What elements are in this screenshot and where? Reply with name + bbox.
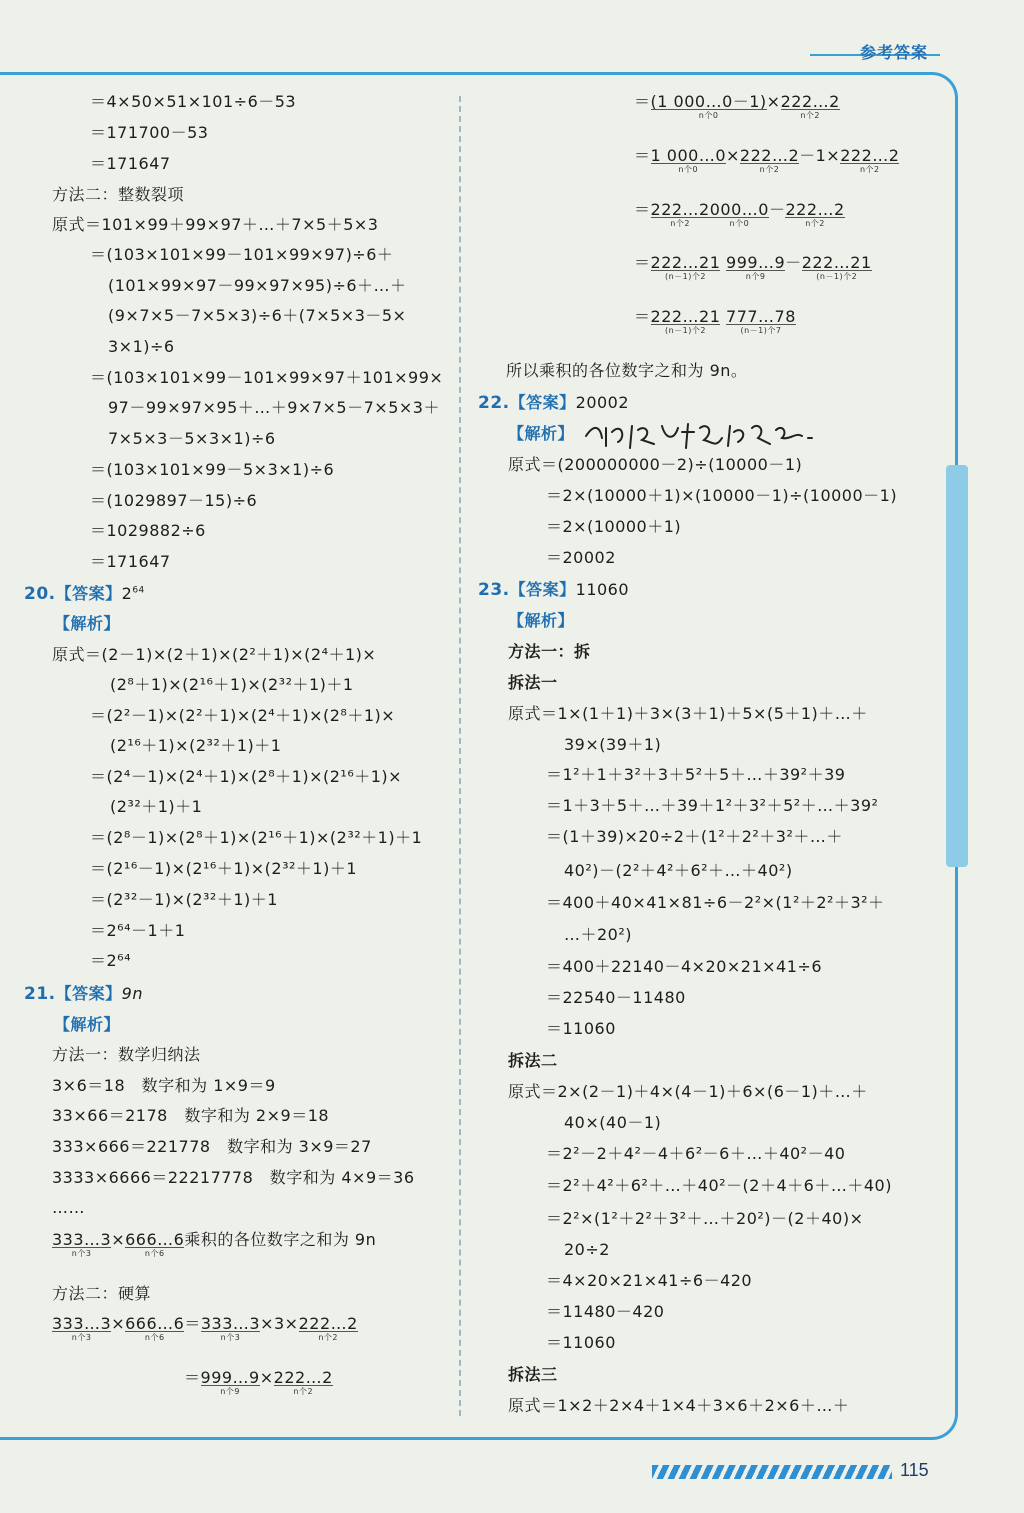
underbrace-term: 222…2 n个2 [739, 146, 800, 174]
text-line: ＝400＋40×41×81÷6－2²×(1²＋2²＋3²＋ [546, 893, 885, 912]
example-line: 3333×6666＝22217778 数字和为 4×9＝36 [52, 1168, 415, 1187]
formula-line: ＝222…2 n个2 000…0 n个0 －222…2 n个2 [634, 200, 845, 228]
example-line: …… [52, 1198, 85, 1217]
text-line: ＝2²×(1²＋2²＋3²＋…＋20²)－(2＋40)× [546, 1209, 864, 1228]
sub-method-heading: 拆法三 [508, 1365, 558, 1384]
text-line: ＝11480－420 [546, 1302, 665, 1321]
underbrace-term: 999…9 n个9 [726, 253, 786, 281]
text-line: ＝400＋22140－4×20×21×41÷6 [546, 957, 823, 976]
text-line: ＝(1＋39)×20÷2＋(1²＋2²＋3²＋…＋ [546, 827, 843, 846]
text-line: 原式＝2×(2－1)＋4×(4－1)＋6×(6－1)＋…＋ [508, 1082, 868, 1101]
answer-value: 20002 [575, 393, 630, 412]
underbrace-term: 222…2 n个2 [273, 1368, 333, 1396]
question-number: 23. [478, 580, 510, 600]
answer-value: 11060 [575, 580, 630, 599]
text-line: ＝(103×101×99－101×99×97＋101×99× [90, 368, 444, 387]
text-line: ＝4×20×21×41÷6－420 [546, 1271, 753, 1290]
text-line: ＝2²－2＋4²－4＋6²－6＋…＋40²－40 [546, 1144, 846, 1163]
underbrace-term: 222…21 (n－1)个2 [650, 307, 721, 335]
underbrace-term: 333…3 n个3 [52, 1230, 112, 1258]
underbrace-term: 222…21 (n－1)个2 [801, 253, 872, 281]
underbrace-term: 222…21 (n－1)个2 [650, 253, 721, 281]
method-heading: 方法二：整数裂项 [52, 185, 185, 204]
method-heading: 方法一：数学归纳法 [52, 1045, 201, 1064]
underbrace-term: 999…9 n个9 [200, 1368, 260, 1396]
text-line: 原式＝101×99＋99×97＋…＋7×5＋5×3 [52, 215, 379, 234]
analysis-tag: 【解析】 [54, 614, 121, 633]
text-line: ＝4×50×51×101÷6－53 [90, 92, 297, 111]
question-20 [24, 584, 145, 604]
text-line: (2³²＋1)＋1 [110, 797, 203, 816]
general-formula: 333…3 n个3 ×666…6 n个6 乘积的各位数字之和为 9n [52, 1230, 377, 1258]
formula-line: ＝222…21 (n－1)个2 777…78 (n－1)个7 [634, 307, 796, 335]
underbrace-term: 666…6 n个6 [125, 1314, 185, 1342]
underbrace-term: 777…78 (n－1)个7 [726, 307, 796, 335]
underbrace-term: 222…2 n个2 [298, 1314, 358, 1342]
text-line: ＝2⁶⁴ [90, 951, 132, 970]
answer-value: 9n [121, 984, 143, 1003]
text-line: ＝(103×101×99－5×3×1)÷6 [90, 460, 335, 479]
text-line: ＝11060 [546, 1333, 616, 1352]
text-line: 97－99×97×95＋…＋9×7×5－7×5×3＋ [108, 398, 440, 417]
text-line: ＝171700－53 [90, 123, 209, 142]
header-title: 参考答案 [859, 43, 928, 62]
underbrace-term: 222…2 n个2 [650, 200, 710, 228]
example-line: 3×6＝18 数字和为 1×9＝9 [52, 1076, 276, 1095]
text-line: 20÷2 [564, 1240, 610, 1259]
text-line: (101×99×97－99×97×95)÷6＋…＋ [108, 276, 407, 295]
side-tab [946, 465, 968, 867]
text-line: ＝(1029897－15)÷6 [90, 491, 258, 510]
formula-line: ＝1 000…0 n个0 ×222…2 n个2 －1×222…2 n个2 [634, 146, 900, 174]
text-line: ＝2²＋4²＋6²＋…＋40²－(2＋4＋6＋…＋40) [546, 1176, 892, 1195]
analysis-tag: 【解析】 [508, 424, 575, 443]
underbrace-term: (1 000…0－1) n个0 [650, 92, 767, 120]
example-line: 33×66＝2178 数字和为 2×9＝18 [52, 1106, 330, 1125]
text-line: 原式＝(2－1)×(2＋1)×(2²＋1)×(2⁴＋1)× [52, 645, 377, 664]
text-line: ＝171647 [90, 154, 171, 173]
underbrace-term: 333…3 n个3 [200, 1314, 261, 1342]
question-number: 20. [24, 584, 56, 604]
text-line: ＝1029882÷6 [90, 521, 206, 540]
text-line: 原式＝(200000000－2)÷(10000－1) [508, 455, 803, 474]
answer-tag: 【答案】 [509, 393, 576, 412]
text-line: ＝(2³²－1)×(2³²＋1)＋1 [90, 890, 278, 909]
sub-method-heading: 拆法二 [508, 1051, 558, 1070]
text-line: ＝(2²－1)×(2²＋1)×(2⁴＋1)×(2⁸＋1)× [90, 706, 396, 725]
text-line: (9×7×5－7×5×3)÷6＋(7×5×3－5× [108, 306, 407, 325]
text-line: 3×1)÷6 [108, 337, 175, 356]
method-heading: 方法一：拆 [508, 642, 591, 661]
page-number: 115 [900, 1460, 929, 1480]
text-line: 40²)－(2²＋4²＋6²＋…＋40²) [564, 861, 793, 880]
text-line: 7×5×3－5×3×1)÷6 [108, 429, 276, 448]
text-line: ＝(103×101×99－101×99×97)÷6＋ [90, 245, 394, 264]
underbrace-term: 1 000…0 n个0 [650, 146, 726, 174]
question-number: 21. [24, 984, 56, 1004]
handwritten-note [582, 418, 818, 452]
text-line: ＝20002 [546, 548, 616, 567]
sub-method-heading: 拆法一 [508, 673, 558, 692]
analysis-tag: 【解析】 [508, 611, 575, 630]
text-line: 39×(39＋1) [564, 735, 662, 754]
text-line: 40×(40－1) [564, 1113, 662, 1132]
text-line: ＝11060 [546, 1019, 616, 1038]
text-line: ＝2×(10000＋1)×(10000－1)÷(10000－1) [546, 486, 898, 505]
formula-line: ＝222…21 (n－1)个2 999…9 n个9 －222…21 (n－1)个2 [634, 253, 872, 281]
analysis-tag: 【解析】 [54, 1015, 121, 1034]
answer-tag: 【答案】 [55, 584, 122, 603]
answer-value: $2^{64}$ [121, 584, 145, 603]
text-line: (2¹⁶＋1)×(2³²＋1)＋1 [110, 736, 282, 755]
footer-stripes [652, 1465, 892, 1479]
text-line: 原式＝1×2＋2×4＋1×4＋3×6＋2×6＋…＋ [508, 1396, 850, 1415]
text-line: ＝(2¹⁶－1)×(2¹⁶＋1)×(2³²＋1)＋1 [90, 859, 358, 878]
underbrace-term: 222…2 n个2 [840, 146, 900, 174]
underbrace-term: 222…2 n个2 [780, 92, 840, 120]
conclusion-line: 所以乘积的各位数字之和为 9n。 [506, 361, 748, 380]
question-22 [478, 393, 629, 413]
underbrace-term: 333…3 n个3 [52, 1314, 112, 1342]
answer-tag: 【答案】 [509, 580, 576, 599]
text-line: (2⁸＋1)×(2¹⁶＋1)×(2³²＋1)＋1 [110, 675, 354, 694]
formula-line: 333…3 n个3 ×666…6 n个6 ＝333…3 n个3 ×3×222…2 n个2 [52, 1314, 358, 1342]
text-line: ＝(2⁴－1)×(2⁴＋1)×(2⁸＋1)×(2¹⁶＋1)× [90, 767, 403, 786]
text-line: ＝171647 [90, 552, 171, 571]
underbrace-term: 222…2 n个2 [785, 200, 845, 228]
text-line: ＝22540－11480 [546, 988, 686, 1007]
text-line: ＝2⁶⁴－1＋1 [90, 921, 186, 940]
text-line: ＝1²＋1＋3²＋3＋5²＋5＋…＋39²＋39 [546, 765, 846, 784]
example-line: 333×666＝221778 数字和为 3×9＝27 [52, 1137, 372, 1156]
text-line: 原式＝1×(1＋1)＋3×(3＋1)＋5×(5＋1)＋…＋ [508, 704, 868, 723]
formula-line: ＝(1 000…0－1) n个0 ×222…2 n个2 [634, 92, 840, 120]
text-line: ＝1＋3＋5＋…＋39＋1²＋3²＋5²＋…＋39² [546, 796, 879, 815]
text-line: ＝(2⁸－1)×(2⁸＋1)×(2¹⁶＋1)×(2³²＋1)＋1 [90, 828, 423, 847]
underbrace-term: 000…0 n个0 [709, 200, 769, 228]
text-line: ＝2×(10000＋1) [546, 517, 682, 536]
column-divider [459, 96, 461, 1416]
method-heading: 方法二：硬算 [52, 1284, 152, 1303]
underbrace-term: 666…6 n个6 [125, 1230, 185, 1258]
question-21 [24, 984, 143, 1004]
question-23 [478, 580, 629, 600]
answer-tag: 【答案】 [55, 984, 122, 1003]
question-number: 22. [478, 393, 510, 413]
text-line: …＋20²) [564, 925, 633, 944]
formula-line: ＝999…9 n个9 ×222…2 n个2 [184, 1368, 333, 1396]
